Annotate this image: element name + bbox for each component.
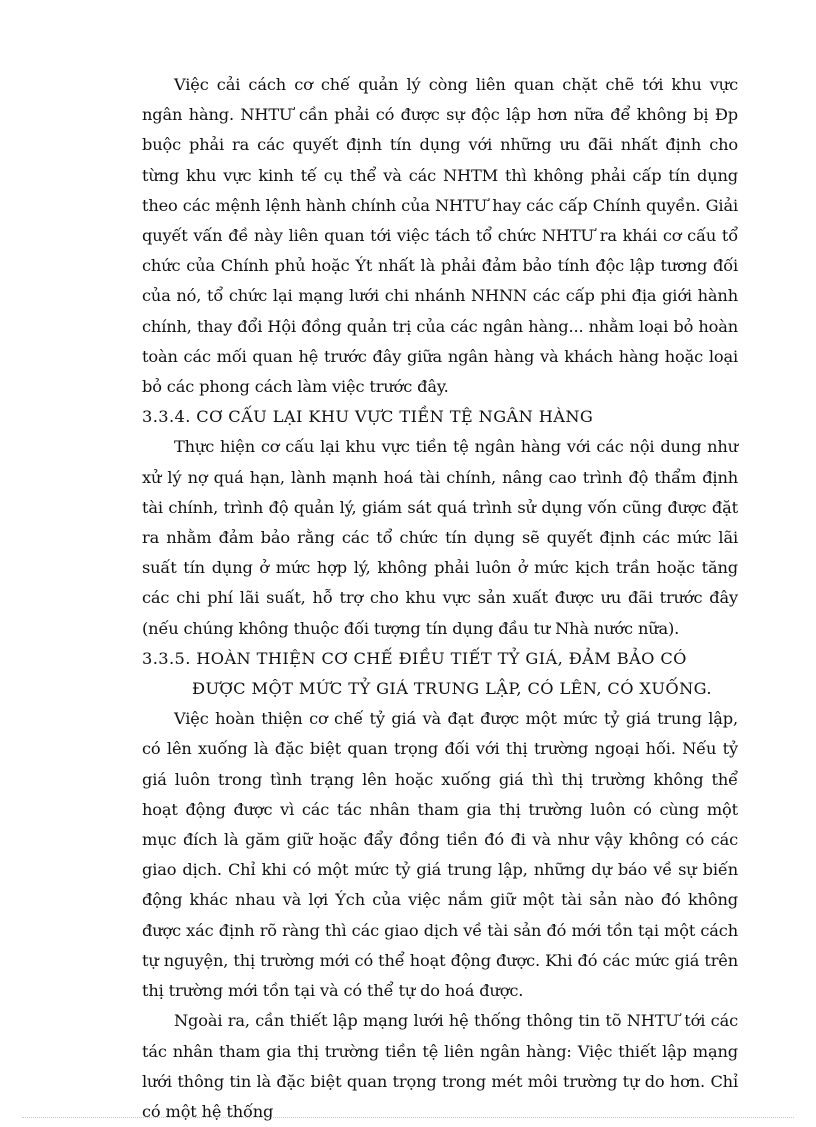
page-bottom-divider [22, 1117, 794, 1118]
paragraph-information-network: Ngoài ra, cần thiết lập mạng lưới hệ thống thông tin tõ NHTƯ tới các tác nhân tham gia thị trường tiền tệ liên ngân hàng: Việc thiết lập mạng lưới thông tin là đặc biệt quan trọng trong mét môi trường tự do hơn. Chỉ có một hệ thống [142, 1011, 738, 1121]
paragraph-banking-reform: Việc cải cách cơ chế quản lý còng liên quan chặt chẽ tới khu vực ngân hàng. NHTƯ cần phải có được sự độc lập hơn nữa để không bị Ðp buộc phải ra các quyết định tín dụng với những ưu đãi nhất định cho từng khu vực kinh tế cụ thể và các NHTM thì không phải cấp tín dụng theo các mệnh lệnh hành chính của NHTƯ hay các cấp Chính quyền. Giải quyết vấn đề này liên quan tới việc tách tổ chức NHTƯ ra khái cơ cấu tổ chức của Chính phủ hoặc Ýt nhất là phải đảm bảo tính độc lập tương đối của nó, tổ chức lại mạng lưới chi nhánh NHNN các cấp phi địa giới hành chính, thay đổi Hội đồng quản trị của các ngân hàng... nhằm loại bỏ hoàn toàn các mối quan hệ trước đây giữa ngân hàng và khách hàng hoặc loại bỏ các phong cách làm việc trước đây. [142, 75, 738, 397]
section-heading-3-3-4: 3.3.4. CƠ CẤU LẠI KHU VỰC TIỀN TỆ NGÂN HÀNG [142, 407, 594, 427]
paragraph-restructuring: Thực hiện cơ cấu lại khu vực tiền tệ ngân hàng với các nội dung như xử lý nợ quá hạn, lành mạnh hoá tài chính, nâng cao trình độ thẩm định tài chính, trình độ quản lý, giám sát quá trình sử dụng vốn cũng được đặt ra nhằm đảm bảo rằng các tổ chức tín dụng sẽ quyết định các mức lãi suất tín dụng ở mức hợp lý, không phải luôn ở mức kịch trần hoặc tăng các chi phí lãi suất, hỗ trợ cho khu vực sản xuất được ưu đãi trước đây (nếu chúng không thuộc đối tượng tín dụng đầu tư Nhà nước nữa). [142, 437, 738, 638]
section-heading-3-3-5: 3.3.5. HOÀN THIỆN CƠ CHẾ ĐIỀU TIẾT TỶ GIÁ, ĐẢM BẢO CÓ ĐƯỢC MỘT MỨC TỶ GIÁ TRUNG LẬP, CÓ LÊN, CÓ XUỐNG. [142, 648, 712, 699]
paragraph-exchange-rate: Việc hoàn thiện cơ chế tỷ giá và đạt được một mức tỷ giá trung lập, có lên xuống là đặc biệt quan trọng đối với thị trường ngoại hối. Nếu tỷ giá luôn trong tình trạng lên hoặc xuống giá thì thị trường không thể hoạt động được vì các tác nhân tham gia thị trường luôn có cùng một mục đích là găm giữ hoặc đẩy đồng tiền đó đi và như vậy không có các giao dịch. Chỉ khi có một mức tỷ giá trung lập, những dự báo về sự biến động khác nhau và lợi Ých của việc nắm giữ một tài sản nào đó không được xác định rõ ràng thì các giao dịch về tài sản đó mới tồn tại một cách tự nguyện, thị trường mới có thể hoạt động được. Khi đó các mức giá trên thị trường mới tồn tại và có thể tự do hoá được. [142, 709, 738, 1001]
document-page [142, 70, 738, 1127]
